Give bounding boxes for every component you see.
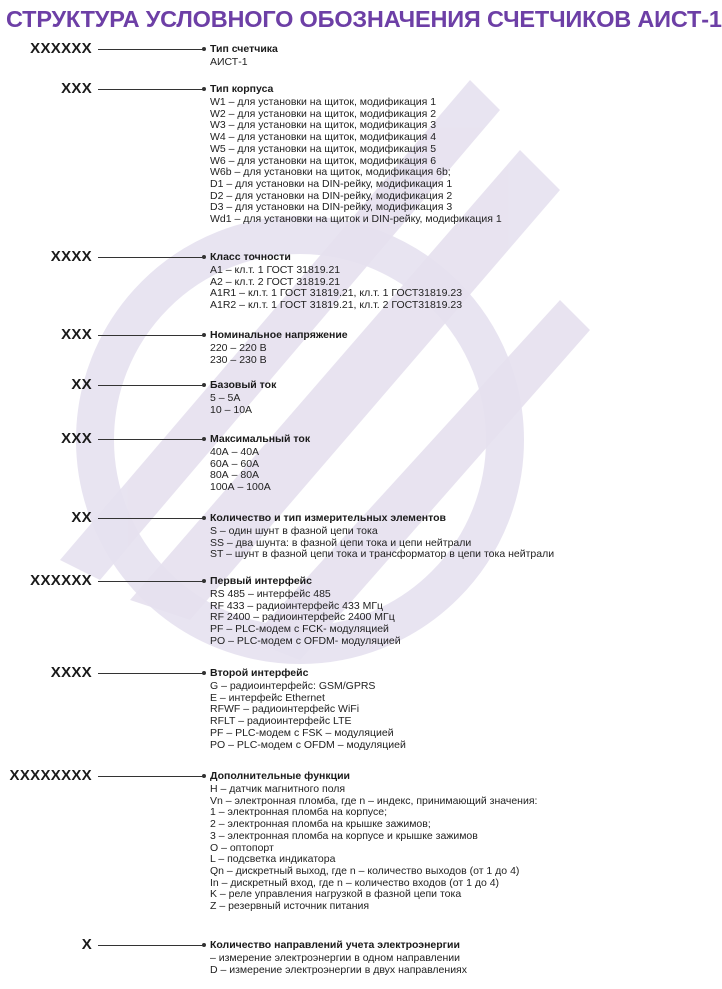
section-body (210, 432, 598, 494)
section-line: SS – два шунта: в фазной цепи тока и цепи нейтрали (210, 536, 472, 549)
section-body (210, 82, 598, 226)
section-line: W6b – для установки на щиток, модификация 6b; (210, 166, 451, 179)
section-line: W1 – для установки на щиток, модификация 1 (210, 96, 437, 108)
section-line: L – подсветка индикатора (210, 853, 336, 866)
section-line: Wd1 – для установки на щиток и DIN-рейку, модификация 1 (210, 213, 502, 226)
section-heading: Количество направлений учета электроэнергии (210, 939, 460, 951)
section-body (210, 574, 598, 648)
section-code: X (81, 936, 92, 953)
section-line: RS 485 – интерфейс 485 (210, 588, 331, 600)
section-line: 2 – электронная пломба на крышке зажимов; (210, 818, 431, 831)
leader-line (98, 673, 204, 674)
section-line: O – оптопорт (210, 841, 274, 854)
leader-line (98, 776, 204, 777)
section-body (210, 328, 598, 366)
leader-dot (202, 516, 206, 520)
section-line: RF 433 – радиоинтерфейс 433 МГц (210, 599, 384, 612)
section-code: XX (71, 509, 92, 526)
section-line: 5 – 5А (210, 392, 241, 404)
section-body (210, 511, 598, 561)
leader-dot (202, 943, 206, 947)
leader-dot (202, 383, 206, 387)
section-heading: Тип корпуса (210, 83, 274, 95)
section-line: 1 – электронная пломба на корпусе; (210, 806, 388, 819)
section-line: 10 – 10А (210, 403, 253, 416)
section-heading: Базовый ток (210, 379, 277, 391)
leader-line (98, 89, 204, 90)
section-line: G – радиоинтерфейс: GSM/GPRS (210, 680, 376, 692)
section-code: XXX (61, 80, 92, 97)
leader-line (98, 257, 204, 258)
section-body (210, 42, 598, 69)
section-body (210, 938, 598, 976)
section-line: W3 – для установки на щиток, модификация 3 (210, 119, 437, 132)
section-line: RF 2400 – радиоинтерфейс 2400 МГц (210, 611, 395, 624)
section-line: A1 – кл.т. 1 ГОСТ 31819.21 (210, 264, 341, 276)
section-heading: Класс точности (210, 251, 291, 263)
section-line: RFLT – радиоинтерфейс LTE (210, 715, 352, 728)
section-line: S – один шунт в фазной цепи тока (210, 525, 378, 537)
section-line: 3 – электронная пломба на корпусе и крышке зажимов (210, 829, 478, 842)
leader-dot (202, 437, 206, 441)
section-code: XXXXXX (30, 572, 92, 589)
section-code: XXX (61, 430, 92, 447)
section-line: D – измерение электроэнергии в двух направлениях (210, 963, 467, 976)
leader-line (98, 518, 204, 519)
section-line: A2 – кл.т. 2 ГОСТ 31819.21 (210, 275, 341, 288)
section-line: – измерение электроэнергии в одном направлении (210, 952, 461, 964)
section-body (210, 250, 598, 312)
leader-dot (202, 255, 206, 259)
section-code: XXXXXXXX (9, 767, 92, 784)
section-line: Z – резервный источник питания (210, 900, 370, 913)
section-code: XXXX (50, 664, 92, 681)
section-line: PF – PLC-модем с FCK- модуляцией (210, 623, 389, 636)
section-line: 100А – 100А (210, 481, 271, 494)
section-line: АИСТ-1 (210, 56, 248, 68)
section-line: A1R2 – кл.т. 1 ГОСТ 31819.21, кл.т. 2 ГОСТ31819.23 (210, 299, 463, 312)
section-heading: Номинальное напряжение (210, 329, 348, 341)
section-code: XXXXXX (30, 40, 92, 57)
section-heading: Тип счетчика (210, 43, 278, 55)
section-heading: Второй интерфейс (210, 667, 309, 679)
section-body (210, 769, 598, 913)
section-body (210, 666, 598, 751)
leader-dot (202, 333, 206, 337)
section-line: 230 – 230 В (210, 353, 267, 366)
section-code: XXXX (50, 248, 92, 265)
leader-dot (202, 671, 206, 675)
section-line: 40А – 40А (210, 446, 260, 458)
leader-line (98, 385, 204, 386)
section-line: K – реле управления нагрузкой в фазной цепи тока (210, 888, 462, 901)
leader-line (98, 945, 204, 946)
section-line: A1R1 – кл.т. 1 ГОСТ 31819.21, кл.т. 1 ГОСТ31819.23 (210, 287, 463, 300)
section-line: PO – PLC-модем с OFDM – модуляцией (210, 738, 406, 751)
leader-dot (202, 87, 206, 91)
section-line: E – интерфейс Ethernet (210, 691, 325, 704)
leader-dot (202, 774, 206, 778)
section-line: D1 – для установки на DIN-рейку, модификация 1 (210, 177, 453, 190)
section-line: 60А – 60А (210, 457, 260, 470)
section-heading: Дополнительные функции (210, 770, 351, 782)
section-line: RFWF – радиоинтерфейс WiFi (210, 703, 360, 716)
section-line: PO – PLC-модем с OFDM- модуляцией (210, 634, 401, 647)
section-line: W6 – для установки на щиток, модификация 6 (210, 154, 437, 167)
leader-dot (202, 579, 206, 583)
section-line: W4 – для установки на щиток, модификация 4 (210, 131, 437, 144)
leader-line (98, 49, 204, 50)
leader-line (98, 335, 204, 336)
section-line: PF – PLC-модем с FSK – модуляцией (210, 726, 394, 739)
section-line: D2 – для установки на DIN-рейку, модификация 2 (210, 189, 453, 202)
section-line: In – дискретный вход, где n – количество входов (от 1 до 4) (210, 876, 500, 889)
section-line: D3 – для установки на DIN-рейку, модификация 3 (210, 201, 453, 214)
section-heading: Первый интерфейс (210, 575, 312, 587)
leader-line (98, 581, 204, 582)
section-line: 220 – 220 В (210, 342, 267, 354)
section-line: Qn – дискретный выход, где n – количество выходов (от 1 до 4) (210, 864, 520, 877)
section-body (210, 378, 598, 416)
page-title: СТРУКТУРА УСЛОВНОГО ОБОЗНАЧЕНИЯ СЧЕТЧИКОВ АИСТ-1 (6, 6, 722, 32)
section-line: W5 – для установки на щиток, модификация 5 (210, 142, 437, 155)
section-heading: Максимальный ток (210, 433, 311, 445)
section-line: W2 – для установки на щиток, модификация 2 (210, 107, 437, 120)
section-line: ST – шунт в фазной цепи тока и трансформатор в цепи тока нейтрали (210, 548, 555, 561)
section-line: Vn – электронная пломба, где n – индекс, принимающий значения: (210, 794, 538, 807)
section-line: H – датчик магнитного поля (210, 783, 346, 795)
section-heading: Количество и тип измерительных элементов (210, 512, 446, 524)
section-code: XX (71, 376, 92, 393)
section-line: 80А – 80А (210, 469, 260, 482)
leader-line (98, 439, 204, 440)
leader-dot (202, 47, 206, 51)
section-code: XXX (61, 326, 92, 343)
